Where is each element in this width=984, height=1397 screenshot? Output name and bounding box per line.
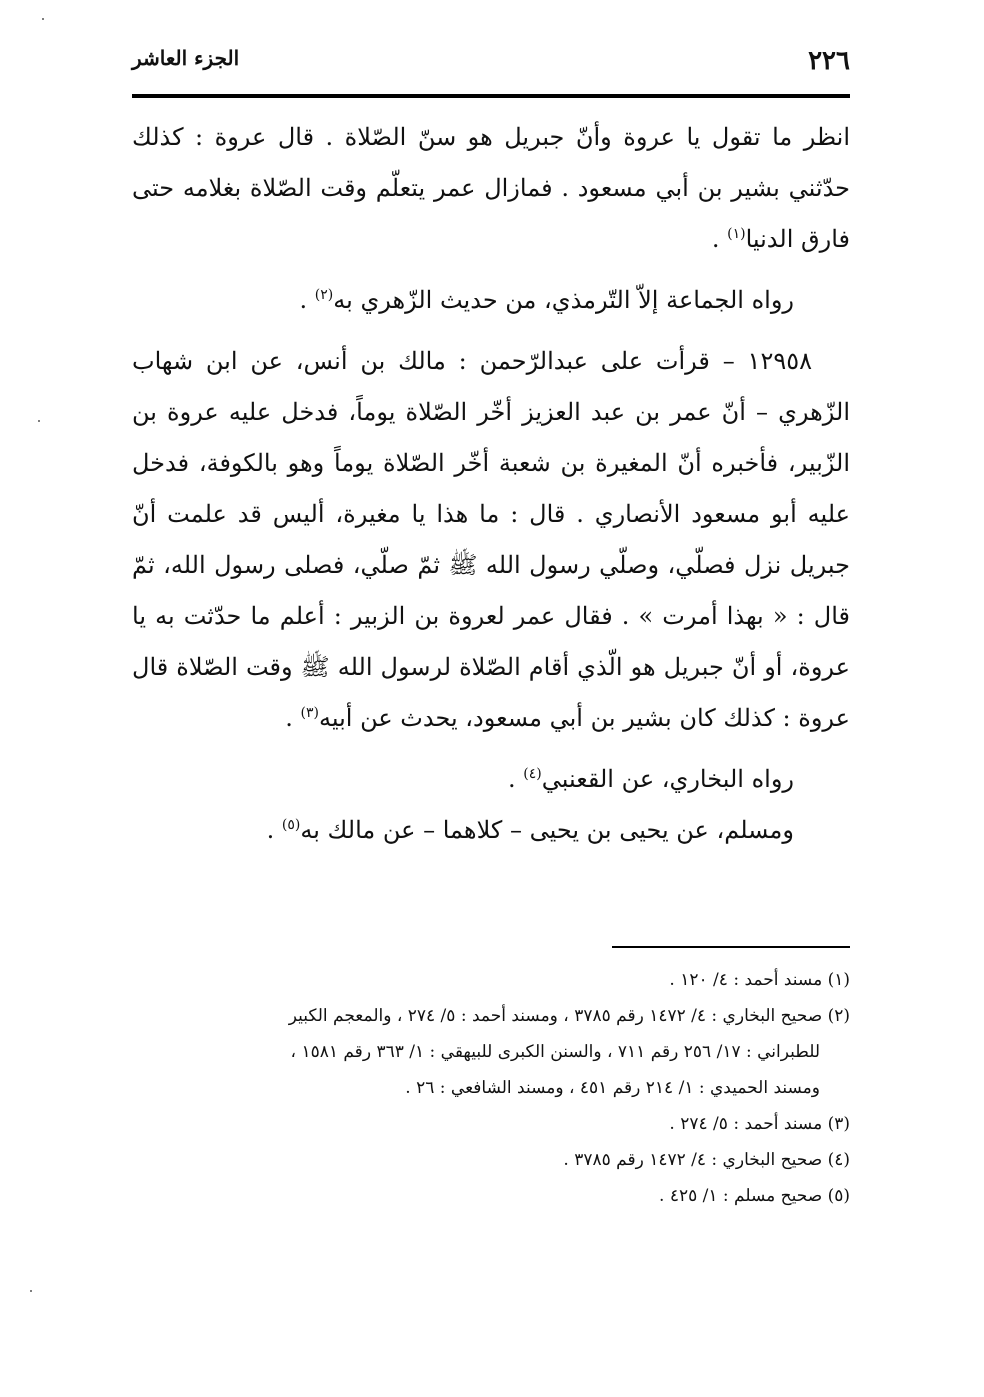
footnote-2: (٢) صحيح البخاري : ٤/ ١٤٧٢ رقم ٣٧٨٥ ، ومسند أحمد : ٥/ ٢٧٤ ، والمعجم الكبير xyxy=(288,1006,850,1026)
footnote-1: (١) مسند أحمد : ٤/ ١٢٠ . xyxy=(669,970,850,990)
paragraph-3 xyxy=(132,336,850,744)
paragraph-5 xyxy=(132,805,850,856)
scan-speck xyxy=(38,420,40,422)
footnote-ref-3: (٣) xyxy=(300,705,319,721)
paragraph-1-text: انظر ما تقول يا عروة وأنّ جبريل هو سنّ الصّلاة . قال عروة : كذلك حدّثني بشير بن أبي مسعود . فمازال عمر يتعلّم وقت الصّلاة بغلامه حتى فارق الدنيا xyxy=(132,123,851,253)
paragraph-2 xyxy=(132,275,850,326)
page-number: ٢٢٦ xyxy=(808,46,850,76)
scan-speck xyxy=(42,18,44,20)
paragraph-5-text: ومسلم، عن يحيى بن يحيى – كلاهما – عن مالك به xyxy=(300,816,794,844)
paragraph-4-end: . xyxy=(508,765,524,793)
paragraph-4-text: رواه البخاري، عن القعنبي xyxy=(541,765,794,793)
header-rule xyxy=(132,94,850,98)
footnote-ref-4: (٤) xyxy=(523,766,542,782)
footnote-3: (٣) مسند أحمد : ٥/ ٢٧٤ . xyxy=(669,1114,850,1134)
footnote-2-cont: للطبراني : ١٧/ ٢٥٦ رقم ٧١١ ، والسنن الكبرى للبيهقي : ١/ ٣٦٣ رقم ١٥٨١ ، xyxy=(290,1042,820,1062)
footnotes xyxy=(132,962,850,1214)
main-text xyxy=(132,112,850,856)
footnote-5: (٥) صحيح مسلم : ١/ ٤٢٥ . xyxy=(659,1186,850,1206)
footnote-2-cont: ومسند الحميدي : ١/ ٢١٤ رقم ٤٥١ ، ومسند الشافعي : ٢٦ . xyxy=(405,1078,820,1098)
spacer xyxy=(132,265,850,275)
paragraph-2-text: رواه الجماعة إلاّ التّرمذي، من حديث الزّهري به xyxy=(333,286,794,314)
paragraph-3-end: . xyxy=(285,704,301,732)
paragraph-5-end: . xyxy=(266,816,282,844)
paragraph-2-end: . xyxy=(299,286,315,314)
scan-speck xyxy=(30,1290,32,1292)
spacer xyxy=(132,326,850,336)
footnote-rule xyxy=(612,946,850,948)
paragraph-4 xyxy=(132,754,850,805)
footnote-ref-2: (٢) xyxy=(314,287,334,303)
spacer xyxy=(132,744,850,754)
page-header xyxy=(132,38,850,98)
footnote-ref-5: (٥) xyxy=(281,817,301,833)
paragraph-3-text: ١٢٩٥٨ – قرأت على عبدالرّحمن : مالك بن أنس، عن ابن شهاب الزّهري – أنّ عمر بن عبد العزيز أخّر الصّلاة يوماً، فدخل عليه عروة بن الزّبير، فأخبره أنّ المغيرة بن شعبة أخّر الصّلاة يوماً وهو بالكوفة، فدخل عليه أبو مسعود الأنصاري . قال : ما هذا يا مغيرة، أليس قد علمت أنّ جبريل نزل فصلّي، وصلّي رسول الله ﷺ ثمّ صلّي، فصلى رسول الله، ثمّ قال : « بهذا أمرت » . فقال عمر لعروة بن الزبير : أعلم ما حدّثت به يا عروة، أو أنّ جبريل هو الّذي أقام الصّلاة لرسول الله ﷺ وقت الصّلاة قال عروة : كذلك كان بشير بن أبي مسعود، يحدث عن أبيه xyxy=(132,347,851,732)
paragraph-1 xyxy=(132,112,850,265)
footnote-4: (٤) صحيح البخاري : ٤/ ١٤٧٢ رقم ٣٧٨٥ . xyxy=(563,1150,850,1170)
running-title: الجزء العاشر xyxy=(132,46,240,70)
footnote-ref-1: (١) xyxy=(727,226,746,242)
paragraph-1-end: . xyxy=(711,225,728,253)
